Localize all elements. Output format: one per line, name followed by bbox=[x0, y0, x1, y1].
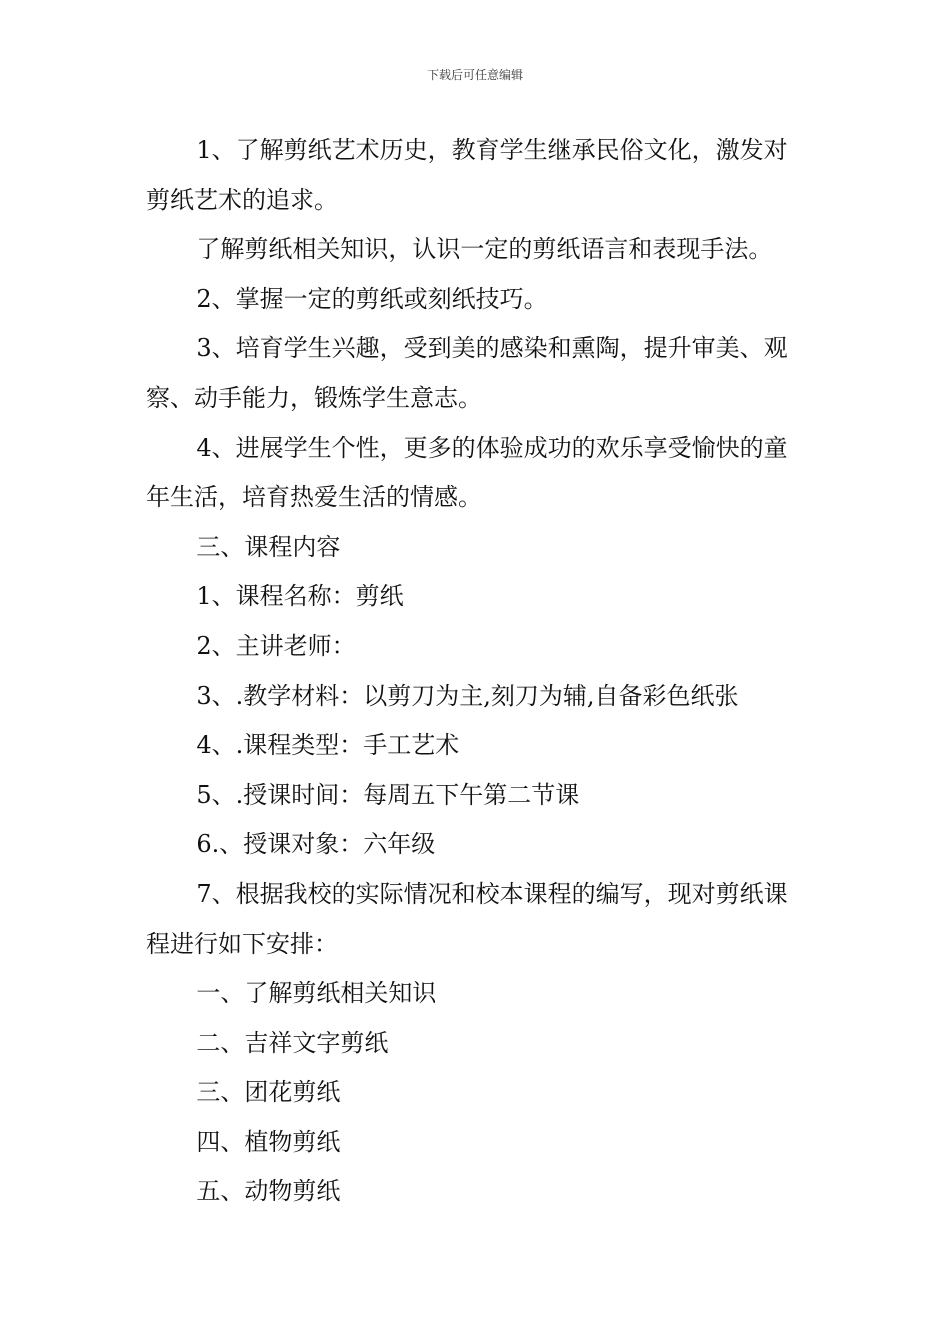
course-name: 1、课程名称：剪纸 bbox=[196, 582, 404, 611]
paragraph-objective-2: 2、掌握一定的剪纸或刻纸技巧。 bbox=[196, 284, 548, 313]
section-heading-course-content: 三、课程内容 bbox=[196, 532, 341, 561]
page-header: 下载后可任意编辑 bbox=[426, 68, 523, 82]
list-item: 五、动物剪纸 bbox=[196, 1177, 341, 1206]
course-time: 5、.授课时间：每周五下午第二节课 bbox=[196, 780, 580, 809]
paragraph-objective-3: 3、培育学生兴趣，受到美的感染和熏陶，提升审美、观察、动手能力，锻炼学生意志。 bbox=[146, 334, 788, 412]
course-teacher: 2、主讲老师： bbox=[196, 631, 356, 660]
document-body bbox=[146, 126, 808, 1217]
course-materials: 3、.教学材料：以剪刀为主,刻刀为辅,自备彩色纸张 bbox=[196, 681, 739, 710]
course-type: 4、.课程类型：手工艺术 bbox=[196, 731, 460, 760]
paragraph-objective-1: 1、了解剪纸艺术历史，教育学生继承民俗文化，激发对剪纸艺术的追求。 bbox=[146, 136, 788, 214]
list-item: 四、植物剪纸 bbox=[196, 1127, 341, 1156]
list-item: 二、吉祥文字剪纸 bbox=[196, 1028, 389, 1057]
course-audience: 6.、授课对象：六年级 bbox=[196, 830, 436, 859]
list-item: 一、了解剪纸相关知识 bbox=[196, 979, 437, 1008]
list-item: 三、团花剪纸 bbox=[196, 1078, 341, 1107]
course-arrangement: 7、根据我校的实际情况和校本课程的编写，现对剪纸课程进行如下安排： bbox=[146, 879, 788, 958]
paragraph-knowledge: 了解剪纸相关知识，认识一定的剪纸语言和表现手法。 bbox=[196, 235, 773, 264]
paragraph-objective-4: 4、进展学生个性，更多的体验成功的欢乐享受愉快的童年生活，培育热爱生活的情感。 bbox=[146, 433, 788, 512]
